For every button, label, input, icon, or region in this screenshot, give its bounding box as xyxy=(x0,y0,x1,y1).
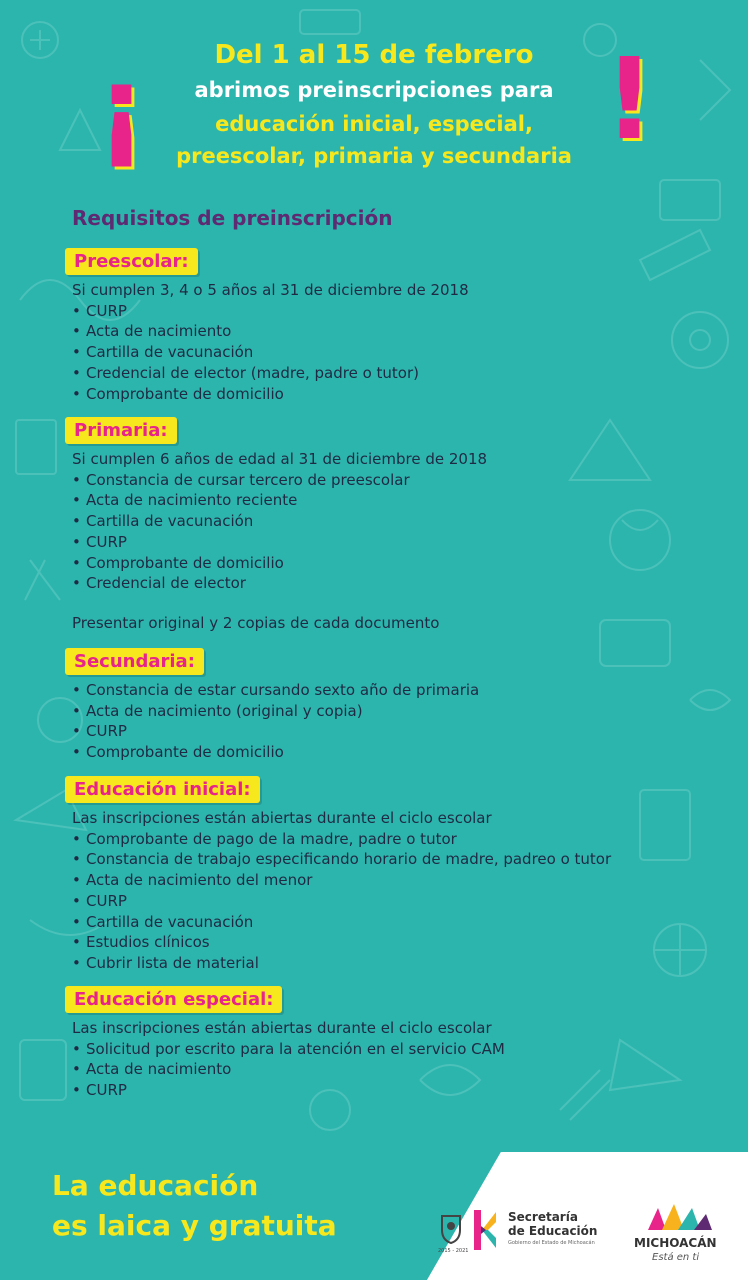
section-primaria xyxy=(72,449,487,594)
secretaria-logo-icon xyxy=(472,1208,498,1252)
section-label-primaria: Primaria: xyxy=(65,417,177,444)
list-item: • CURP xyxy=(72,891,611,912)
footer-slogan-line1: La educación xyxy=(52,1169,259,1202)
section-label-preescolar: Preescolar: xyxy=(65,248,198,275)
list-item: • CURP xyxy=(72,721,479,742)
list-item: • Cartilla de vacunación xyxy=(72,342,469,363)
seal-years: 2015 - 2021 xyxy=(438,1248,469,1254)
especial-intro: Las inscripciones están abiertas durante el ciclo escolar xyxy=(72,1019,492,1037)
list-item: • Constancia de trabajo especificando horario de madre, padreo o tutor xyxy=(72,849,611,870)
list-item: • CURP xyxy=(72,1080,505,1101)
list-item: • Cartilla de vacunación xyxy=(72,912,611,933)
list-item: • Cubrir lista de material xyxy=(72,953,611,974)
list-item: • Acta de nacimiento reciente xyxy=(72,490,487,511)
secretaria-name-1: Secretaría xyxy=(508,1210,578,1224)
secretaria-subtitle: Gobierno del Estado de Michoacán xyxy=(508,1240,595,1246)
closing-exclamation-mark: ! xyxy=(604,35,656,165)
list-item: • Constancia de estar cursando sexto año de primaria xyxy=(72,680,479,701)
list-item: • Acta de nacimiento xyxy=(72,1059,505,1080)
inicial-intro: Las inscripciones están abiertas durante el ciclo escolar xyxy=(72,809,492,827)
logos-area xyxy=(436,1200,748,1270)
opening-exclamation-mark: ¡ xyxy=(96,43,148,173)
list-item: • Solicitud por escrito para la atención en el servicio CAM xyxy=(72,1039,505,1060)
headline-dates: Del 1 al 15 de febrero xyxy=(214,40,534,70)
primaria-intro: Si cumplen 6 años de edad al 31 de diciembre de 2018 xyxy=(72,450,488,468)
headline-levels-1: educación inicial, especial, xyxy=(215,112,533,136)
section-inicial xyxy=(72,808,611,974)
state-seal-icon xyxy=(440,1214,462,1244)
list-item: • Estudios clínicos xyxy=(72,932,611,953)
section-label-inicial: Educación inicial: xyxy=(65,776,260,803)
list-item: • Acta de nacimiento xyxy=(72,321,469,342)
primaria-note: Presentar original y 2 copias de cada documento xyxy=(72,614,440,632)
list-item: • Comprobante de domicilio xyxy=(72,384,469,405)
section-preescolar xyxy=(72,280,469,404)
list-item: • Comprobante de domicilio xyxy=(72,742,479,763)
michoacan-tagline: Está en ti xyxy=(652,1252,700,1263)
footer-slogan-line2: es laica y gratuita xyxy=(52,1209,337,1242)
preescolar-intro: Si cumplen 3, 4 o 5 años al 31 de diciembre de 2018 xyxy=(72,281,469,299)
footer-slogan xyxy=(52,1166,337,1246)
headline-levels-2: preescolar, primaria y secundaria xyxy=(176,144,572,168)
section-label-especial: Educación especial: xyxy=(65,986,282,1013)
michoacan-name: MICHOACÁN xyxy=(634,1236,717,1250)
list-item: • Cartilla de vacunación xyxy=(72,511,487,532)
section-label-secundaria: Secundaria: xyxy=(65,648,204,675)
section-secundaria xyxy=(72,680,479,763)
list-item: • Comprobante de domicilio xyxy=(72,553,487,574)
list-item: • Credencial de elector xyxy=(72,573,487,594)
section-especial xyxy=(72,1018,505,1101)
requirements-title: Requisitos de preinscripción xyxy=(72,206,393,230)
michoacan-logo-icon xyxy=(644,1202,714,1232)
list-item: • CURP xyxy=(72,301,469,322)
headline-subtitle: abrimos preinscripciones para xyxy=(194,78,554,102)
list-item: • Comprobante de pago de la madre, padre o tutor xyxy=(72,829,611,850)
list-item: • CURP xyxy=(72,532,487,553)
list-item: • Acta de nacimiento del menor xyxy=(72,870,611,891)
list-item: • Credencial de elector (madre, padre o tutor) xyxy=(72,363,469,384)
list-item: • Acta de nacimiento (original y copia) xyxy=(72,701,479,722)
secretaria-name-2: de Educación xyxy=(508,1224,598,1238)
list-item: • Constancia de cursar tercero de preescolar xyxy=(72,470,487,491)
